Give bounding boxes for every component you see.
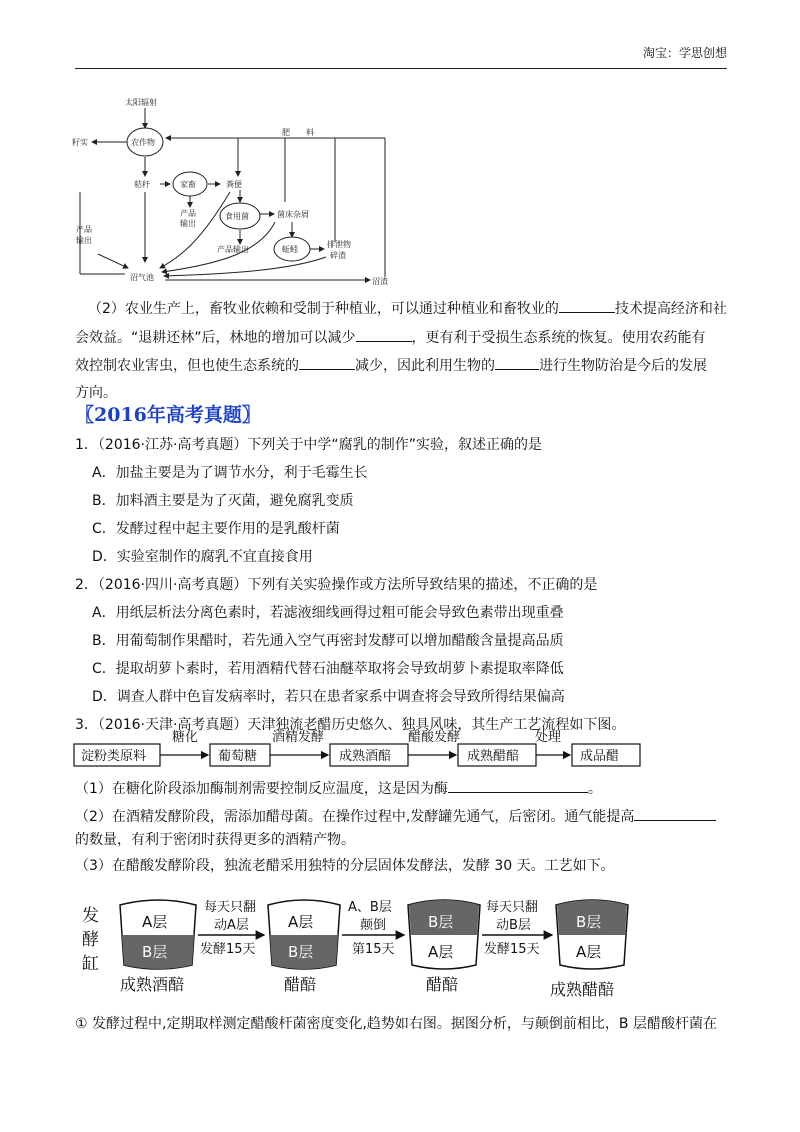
- vat1-layer-a: A层: [142, 913, 168, 931]
- caption-2: 醋醅: [284, 975, 317, 994]
- product-out3-a: 产品: [76, 225, 92, 234]
- excreta-b: 碎渣: [330, 251, 346, 260]
- q1-stem: 1．（2016·江苏·高考真题）下列关于中学“腐乳的制作”实验，叙述正确的是: [75, 437, 542, 453]
- q2-stem: 2．（2016·四川·高考真题）下列有关实验操作或方法所导致结果的描述，不正确的是: [75, 577, 598, 593]
- vat-fermentation-diagram: [80, 895, 740, 1000]
- product-out1-b: 输出: [180, 219, 196, 228]
- flow-step-process: 处理: [535, 730, 562, 745]
- excreta-a: 排泄物: [327, 240, 351, 249]
- product-out2-label: 产品输出: [217, 245, 249, 254]
- step1-top1: 每天只翻: [204, 900, 257, 915]
- q-part2-line1: （2）农业生产上，畜牧业依赖和受制于种植业，可以通过种植业和畜牧业的 技术提高经济和社: [88, 298, 727, 319]
- step2-top1: A、B层: [348, 900, 392, 915]
- product-out1-a: 产品: [180, 209, 196, 218]
- earthworm-label: 蚯蚓: [282, 245, 298, 254]
- q1-option-d[interactable]: D．实验室制作的腐乳不宜直接食用: [92, 549, 313, 565]
- q-part2-line3: 效控制农业害虫，但也使生态系统的 减少，因此利用生物的 进行生物防治是今后的发展: [75, 355, 707, 376]
- step3-top2: 动B层: [496, 918, 531, 933]
- manure-label: 粪便: [226, 180, 242, 189]
- residue-label: 菌床杂屑: [277, 210, 309, 219]
- answer-blank[interactable]: [356, 327, 412, 342]
- vat1-layer-b: B层: [142, 943, 168, 961]
- mushroom-label: 食用菌: [225, 212, 249, 221]
- vat-label-1: 发: [82, 906, 99, 926]
- q1-option-c[interactable]: C．发酵过程中起主要作用的是乳酸杆菌: [92, 521, 340, 537]
- q-part2-line4: 方向。: [75, 385, 117, 401]
- caption-1: 成熟酒醅: [120, 975, 185, 994]
- slag-label: 沼渣: [372, 277, 388, 286]
- q2-option-b[interactable]: B．用葡萄制作果醋时，若先通入空气再密封发酵可以增加醋酸含量提高品质: [92, 633, 564, 649]
- q2-option-d[interactable]: D．调查人群中色盲发病率时，若只在患者家系中调查将会导致所得结果偏高: [92, 689, 565, 705]
- sun-label: 太阳辐射: [125, 98, 157, 107]
- q3-sub1: （1）在糖化阶段添加酶制剂需要控制反应温度，这是因为酶 。: [75, 778, 602, 799]
- flow-box-raw: 淀粉类原料: [81, 749, 147, 764]
- q2-option-a[interactable]: A．用纸层析法分离色素时，若滤液细线画得过粗可能会导致色素带出现重叠: [92, 605, 564, 621]
- q1-option-b[interactable]: B．加料酒主要是为了灭菌，避免腐乳变质: [92, 493, 354, 509]
- q1-option-a[interactable]: A．加盐主要是为了调节水分，利于毛霉生长: [92, 465, 368, 481]
- q3-sub2-line1: （2）在酒精发酵阶段，需添加醋母菌。在操作过程中,发酵罐先通气，后密闭。通气能提高: [75, 806, 716, 827]
- step1-bottom: 发酵15天: [200, 942, 256, 957]
- answer-blank[interactable]: [495, 355, 539, 370]
- section-title: 〖2016年高考真题〗: [75, 404, 261, 426]
- livestock-label: 家畜: [180, 180, 196, 189]
- vat-label-2: 酵: [82, 930, 99, 950]
- step2-top2: 颠倒: [360, 918, 387, 933]
- straw-label: 秸秆: [134, 180, 150, 189]
- fertilizer-label: 肥 料: [282, 128, 314, 137]
- caption-4: 成熟醋醅: [550, 980, 615, 999]
- vat2-layer-b: B层: [288, 943, 314, 961]
- step2-bottom: 第15天: [352, 942, 395, 957]
- q3-sub3: （3）在醋酸发酵阶段，独流老醋采用独特的分层固体发酵法，发酵 30 天。工艺如下。: [75, 858, 615, 874]
- q3-stem: 3．（2016·天津·高考真题）天津独流老醋历史悠久、独具风味，其生产工艺流程如下图。: [75, 717, 626, 733]
- vinegar-process-flow: [72, 730, 652, 774]
- answer-blank[interactable]: [559, 298, 615, 313]
- q3-last-line: ① 发酵过程中,定期取样测定醋酸杆菌密度变化,趋势如右图。据图分析，与颠倒前相比，B 层醋酸杆菌在: [75, 1016, 717, 1032]
- flow-step-alcohol: 酒精发酵: [272, 730, 325, 745]
- flow-box-wine-mash: 成熟酒醅: [339, 749, 392, 764]
- vat2-layer-a: A层: [288, 913, 314, 931]
- vat3-layer-a: A层: [428, 943, 454, 961]
- flow-step-acetic: 醋酸发酵: [408, 730, 461, 745]
- vat-label-3: 缸: [82, 954, 99, 974]
- seeds-label: 籽实: [72, 138, 88, 147]
- step3-bottom: 发酵15天: [484, 942, 540, 957]
- vat4-layer-b: B层: [576, 913, 602, 931]
- answer-blank[interactable]: [299, 355, 355, 370]
- crops-label: 农作物: [131, 138, 155, 147]
- header-divider: [75, 68, 727, 69]
- flow-box-glucose: 葡萄糖: [218, 749, 258, 764]
- flow-box-product: 成品醋: [580, 749, 620, 764]
- q2-option-c[interactable]: C．提取胡萝卜素时，若用酒精代替石油醚萃取将会导致胡萝卜素提取率降低: [92, 661, 564, 677]
- step3-top1: 每天只翻: [486, 900, 539, 915]
- eco-agriculture-diagram: [70, 92, 400, 290]
- q3-sub2-line2: 的数量，有利于密闭时获得更多的酒精产物。: [75, 832, 355, 848]
- q-part2-line2: 会效益。“退耕还林”后，林地的增加可以减少 ，更有利于受损生态系统的恢复。使用农药能有: [75, 327, 706, 348]
- header-text: 淘宝：学思创想: [642, 46, 727, 60]
- flow-box-vinegar-mash: 成熟醋醅: [467, 749, 520, 764]
- answer-blank[interactable]: [634, 806, 716, 821]
- step1-top2: 动A层: [214, 918, 249, 933]
- flow-step-saccharify: 糖化: [172, 730, 199, 745]
- caption-3: 醋醅: [426, 975, 459, 994]
- vat4-layer-a: A层: [576, 943, 602, 961]
- product-out3-b: 输出: [76, 236, 92, 245]
- vat3-layer-b: B层: [428, 913, 454, 931]
- answer-blank[interactable]: [448, 778, 588, 793]
- biogas-label: 沼气池: [130, 273, 154, 282]
